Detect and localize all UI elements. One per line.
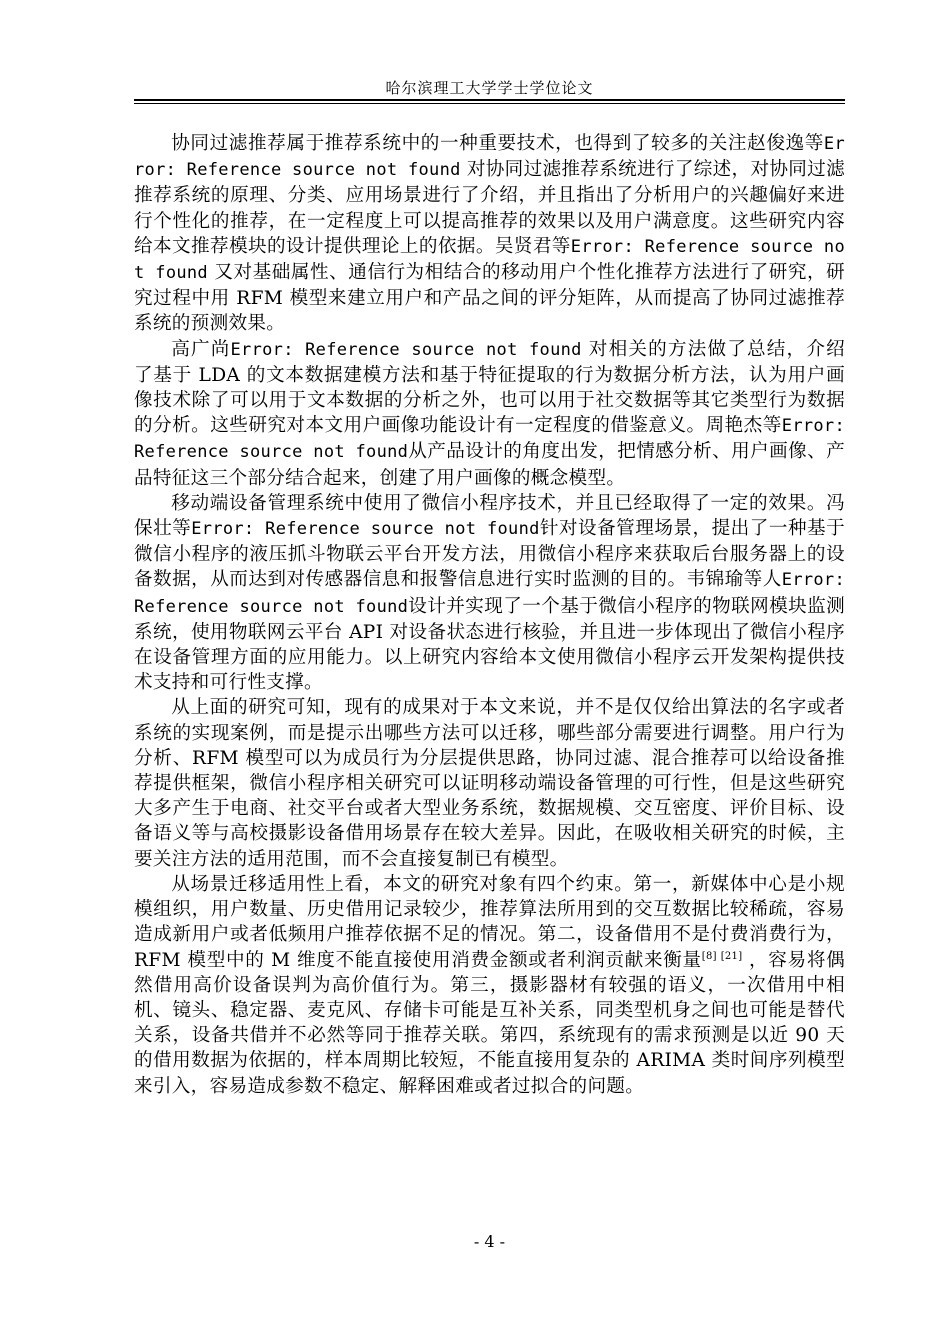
broken-reference: Error: Reference source not found — [230, 339, 582, 360]
paragraph-wechat-mini-program — [134, 491, 845, 696]
text-run: 从场景迁移适用性上看，本文的研究对象有四个约束。第一，新媒体中心是小规模组织，用户数量、历史借用记录较少，推荐算法所用到的交互数据比较稀疏，容易造成新用户或者低频用户推荐依据不足的情况。第二，设备借用不是付费消费行为，RFM 模型中的 M 维度不能直接使用消费金额或者利润贡献来衡量 — [134, 873, 845, 971]
text-run: 对相关的方法做了总结，介绍了基于 LDA 的文本数据建模方法和基于特征提取的行为数据分析方法，认为用户画像技术除了可以用于文本数据的分析之外，也可以用于社交数据等其它类型行为数据的分析。这些研究对本文用户画像功能设计有一定程度的借鉴意义。周艳杰等 — [134, 338, 845, 437]
text-run: 从上面的研究可知，现有的成果对于本文来说，并不是仅仅给出算法的名字或者系统的实现案例，而是提示出哪些方法可以迁移，哪些部分需要进行调整。用户行为分析、RFM 模型可以为成员行为分层提供思路，协同过滤、混合推荐可以给设备推荐提供框架，微信小程序相关研究可以证明移动端设备管理的可行性，但是这些研究大多产生于电商、社交平台或者大型业务系统，数据规模、交互密度、评价目标、设备语义等与高校摄影设备借用场景存在较大差异。因此，在吸收相关研究的时候，主要关注方法的适用范围，而不会直接复制已有模型。 — [134, 697, 845, 870]
paragraph-research-summary — [134, 695, 845, 871]
text-run: 从产品设计的角度出发，把情感分析、用户画像、产品特征这三个部分结合起来，创建了用户画像的概念模型。 — [134, 441, 845, 489]
body-text — [134, 131, 845, 1099]
broken-reference: Error: Reference source not found — [191, 519, 540, 540]
text-run: 对协同过滤推荐系统进行了综述，对协同过滤推荐系统的原理、分类、应用场景进行了介绍，并且指出了分析用户的兴趣偏好来进行个性化的推荐，在一定程度上可以提高推荐的效果以及用户满意度。这些研究内容给本文推荐模块的设计提供理论上的依据。吴贤君等 — [134, 159, 845, 257]
paragraph-scenario-constraints — [134, 872, 845, 1099]
header-rule-thin — [134, 103, 845, 104]
broken-reference: Error: Reference source not found — [134, 134, 845, 181]
text-run: 针对设备管理场景，提出了一种基于微信小程序的液压抓斗物联云平台开发方法，用微信小程序来获取后台服务器上的设备数据，从而达到对传感器信息和报警信息进行实时监测的目的。韦锦瑜等人 — [134, 518, 845, 591]
header-rule-thick — [134, 99, 845, 101]
text-run: 高广尚 — [171, 338, 231, 360]
text-run: 协同过滤推荐属于推荐系统中的一种重要技术，也得到了较多的关注赵俊逸等 — [171, 133, 824, 154]
text-run: 又对基础属性、通信行为相结合的移动用户个性化推荐方法进行了研究，研究过程中用 RFM 模型来建立用户和产品之间的评分矩阵，从而提高了协同过滤推荐系统的预测效果。 — [134, 262, 845, 335]
thesis-header-title: 哈尔滨理工大学学士学位论文 — [385, 79, 594, 97]
paragraph-user-profiling — [134, 337, 845, 491]
citation-marker: [8] [21] — [701, 950, 743, 962]
text-run: 设计并实现了一个基于微信小程序的物联网模块监测系统，使用物联网云平台 API 对设备状态进行核验，并且进一步体现出了微信小程序在设备管理方面的应用能力。以上研究内容给本文使用微信小程序云开发架构提供技术支持和可行性支撑。 — [134, 595, 845, 694]
broken-reference: Error: Reference source not found — [134, 236, 845, 284]
page-header — [134, 78, 845, 100]
text-run: ，容易将偶然借用高价设备误判为高价值行为。第三，摄影器材有较强的语义，一次借用中相机、镜头、稳定器、麦克风、存储卡可能是互补关系，同类型机身之间也可能是替代关系，设备共借并不必然等同于推荐关联。第四，系统现有的需求预测是以近 90 天的借用数据为依据的，样本周期比较短，不能直接用复杂的 ARIMA 类时间序列模型来引入，容易造成参数不稳定、解释困难或者过拟合的问题。 — [134, 949, 845, 1097]
broken-reference: Error: Reference source not found — [134, 416, 845, 463]
paragraph-collaborative-filtering — [134, 131, 845, 337]
page-number: - 4 - — [473, 1232, 506, 1251]
broken-reference: Error: Reference source not found — [134, 570, 845, 617]
text-run: 移动端设备管理系统中使用了微信小程序技术，并且已经取得了一定的效果。冯保壮等 — [134, 492, 845, 540]
